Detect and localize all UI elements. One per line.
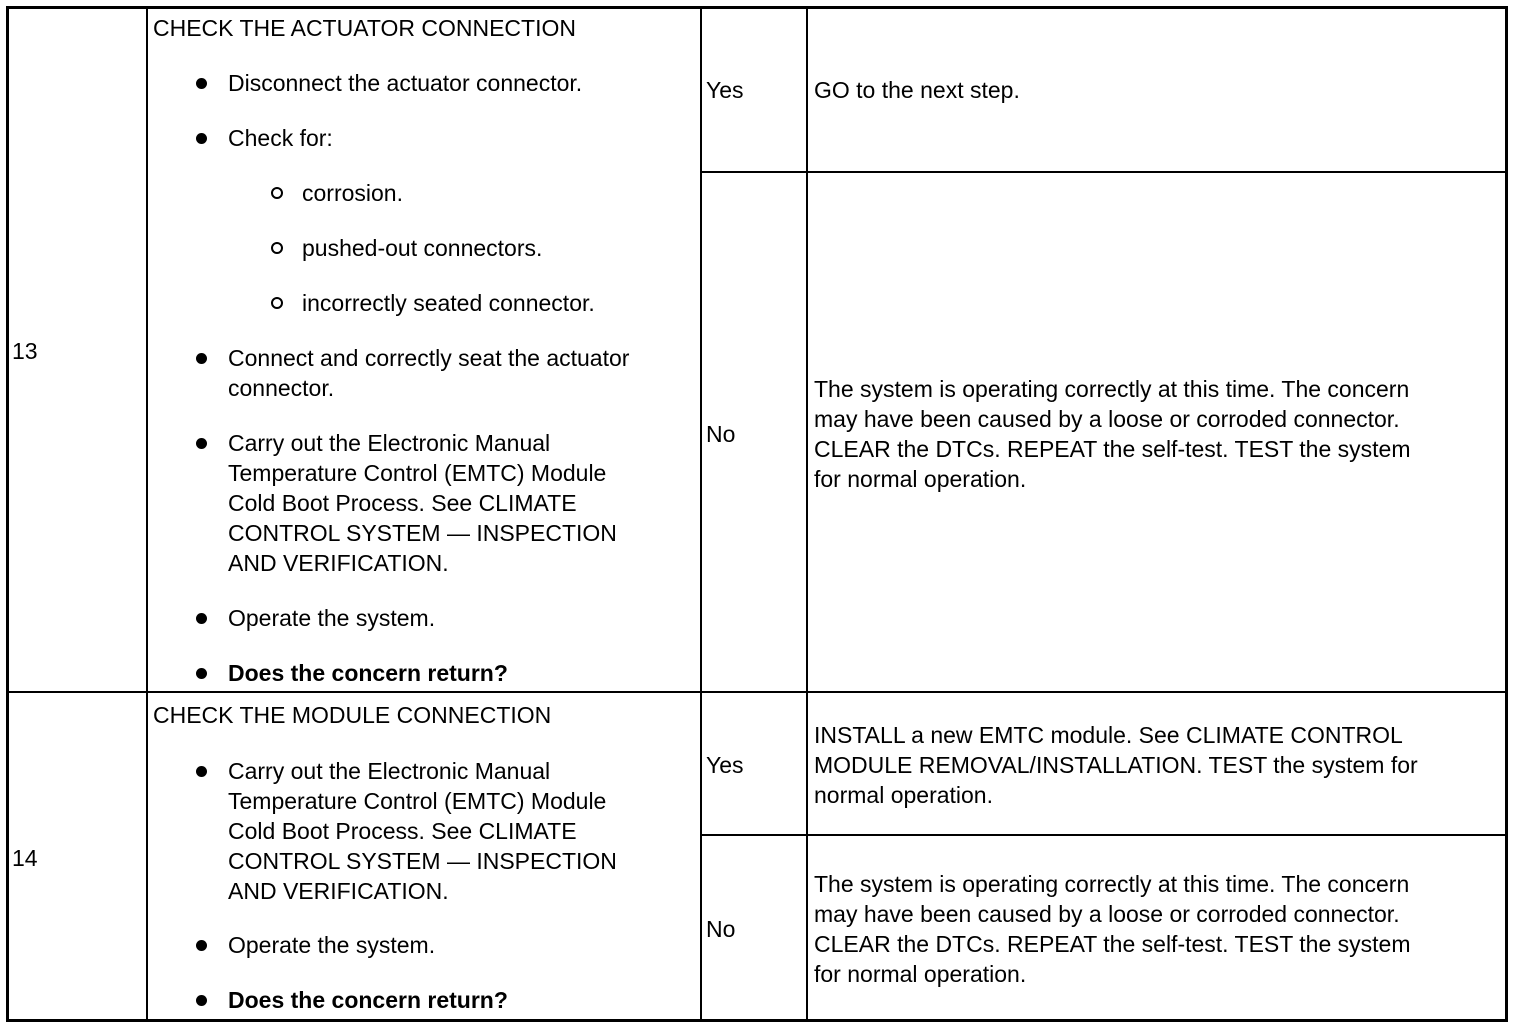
no-action: for normal operation.	[814, 466, 1027, 492]
row-divider	[6, 691, 1508, 693]
list-item: Operate the system.	[228, 605, 436, 631]
column-divider	[146, 6, 148, 1022]
bullet-icon	[196, 613, 207, 624]
list-item: Carry out the Electronic Manual	[228, 758, 551, 784]
yes-action: INSTALL a new EMTC module. See CLIMATE CONTROL	[814, 722, 1403, 748]
list-item: Disconnect the actuator connector.	[228, 70, 583, 96]
sub-bullet-icon	[271, 297, 283, 309]
no-action: The system is operating correctly at this time. The concern	[814, 871, 1410, 897]
no-label: No	[706, 916, 736, 942]
sub-bullet-icon	[271, 242, 283, 254]
yes-label: Yes	[706, 77, 744, 103]
no-action: for normal operation.	[814, 961, 1027, 987]
list-item: Carry out the Electronic Manual	[228, 430, 551, 456]
list-item-continuation: connector.	[228, 375, 335, 401]
list-item-continuation: AND VERIFICATION.	[228, 550, 449, 576]
list-item-continuation: CONTROL SYSTEM — INSPECTION	[228, 848, 617, 874]
bullet-icon	[196, 940, 207, 951]
yes-action: GO to the next step.	[814, 77, 1020, 103]
question: Does the concern return?	[228, 987, 508, 1013]
list-item: Check for:	[228, 125, 333, 151]
column-divider	[806, 6, 808, 1022]
step-number: 13	[12, 338, 38, 364]
step-title: CHECK THE ACTUATOR CONNECTION	[153, 15, 576, 41]
sub-list-item: pushed-out connectors.	[302, 235, 543, 261]
yes-action: MODULE REMOVAL/INSTALLATION. TEST the system for	[814, 752, 1418, 778]
yes-label: Yes	[706, 752, 744, 778]
list-item-continuation: Temperature Control (EMTC) Module	[228, 460, 607, 486]
list-item-continuation: Cold Boot Process. See CLIMATE	[228, 818, 577, 844]
no-action: may have been caused by a loose or corroded connector.	[814, 901, 1400, 927]
no-action: The system is operating correctly at this time. The concern	[814, 376, 1410, 402]
bullet-icon	[196, 668, 207, 679]
bullet-icon	[196, 995, 207, 1006]
list-item: Connect and correctly seat the actuator	[228, 345, 630, 371]
no-action: may have been caused by a loose or corroded connector.	[814, 406, 1400, 432]
sub-bullet-icon	[271, 187, 283, 199]
subrow-divider	[700, 171, 1508, 173]
bullet-icon	[196, 438, 207, 449]
no-label: No	[706, 421, 736, 447]
question: Does the concern return?	[228, 660, 508, 686]
sub-list-item: incorrectly seated connector.	[302, 290, 595, 316]
bullet-icon	[196, 353, 207, 364]
subrow-divider	[700, 834, 1508, 836]
list-item: Operate the system.	[228, 932, 436, 958]
step-title: CHECK THE MODULE CONNECTION	[153, 702, 552, 728]
bullet-icon	[196, 133, 207, 144]
no-action: CLEAR the DTCs. REPEAT the self-test. TEST the system	[814, 436, 1411, 462]
step-number: 14	[12, 845, 38, 871]
list-item-continuation: Cold Boot Process. See CLIMATE	[228, 490, 577, 516]
no-action: CLEAR the DTCs. REPEAT the self-test. TEST the system	[814, 931, 1411, 957]
bullet-icon	[196, 766, 207, 777]
list-item-continuation: Temperature Control (EMTC) Module	[228, 788, 607, 814]
sub-list-item: corrosion.	[302, 180, 403, 206]
list-item-continuation: CONTROL SYSTEM — INSPECTION	[228, 520, 617, 546]
bullet-icon	[196, 78, 207, 89]
column-divider	[700, 6, 702, 1022]
yes-action: normal operation.	[814, 782, 993, 808]
list-item-continuation: AND VERIFICATION.	[228, 878, 449, 904]
